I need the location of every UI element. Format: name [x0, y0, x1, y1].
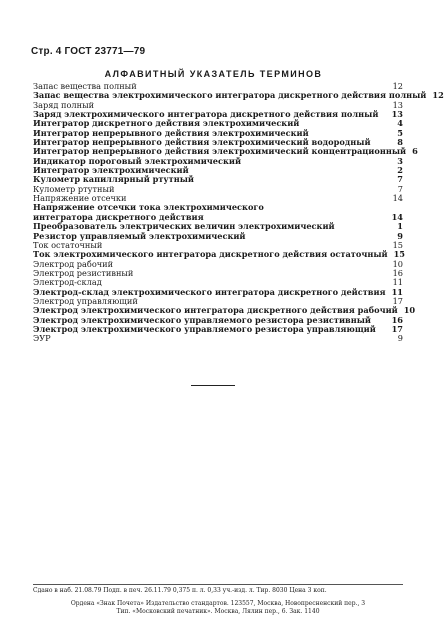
index-term: Электрод электрохимического управляемого резистора резистивный — [33, 314, 371, 325]
index-page-number: 15 — [392, 239, 403, 250]
index-page-number: 2 — [397, 165, 403, 176]
index-term: Интегратор непрерывного действия электрохимический — [33, 127, 309, 138]
printer-line-1: Ордена «Знак Почета» Издательство стандартов. 123557, Москва, Новопресненский пер., 3 — [70, 600, 366, 607]
index-term: Напряжение отсечки — [33, 193, 127, 204]
index-term: Электрод рабочий — [33, 258, 114, 269]
index-term: Резистор управляемый электрохимический — [33, 230, 246, 241]
page-header: Стр. 4 ГОСТ 23771—79 — [31, 46, 146, 57]
index-term: Запас вещества полный — [33, 81, 137, 91]
index-page-number: 13 — [392, 99, 403, 110]
index-term: Интегратор непрерывного действия электрохимический водородный — [33, 137, 371, 148]
index-term: Электрод-склад электрохимического интегратора дискретного действия — [33, 286, 386, 297]
index-term: Напряжение отсечки тока электрохимического интегратора дискретного действия — [33, 202, 264, 222]
index-page-number: 11 — [392, 277, 403, 288]
index-page-number: 15 — [393, 249, 405, 260]
index-entry — [33, 334, 403, 343]
index-term: Интегратор непрерывного действия электрохимический концентрационный — [33, 146, 407, 157]
index-page-number: 5 — [397, 127, 403, 138]
section-divider — [191, 385, 235, 386]
index-page-number: 14 — [392, 193, 403, 204]
index-page-number: 9 — [397, 333, 403, 344]
index-term: Запас вещества электрохимического интегратора дискретного действия полный — [33, 90, 427, 101]
index-term: Электрод-склад — [33, 277, 102, 288]
index-page-number: 8 — [397, 137, 403, 148]
printer-info — [33, 600, 403, 616]
terms-index-list — [33, 81, 444, 344]
index-page-number: 17 — [392, 295, 403, 306]
index-page-number: 6 — [412, 146, 418, 157]
index-term: Преобразователь электрических величин электрохимический — [33, 221, 335, 232]
index-term: Кулометр капиллярный ртутный — [33, 174, 195, 185]
index-entry — [33, 203, 403, 222]
index-title: АЛФАВИТНЫЙ УКАЗАТЕЛЬ ТЕРМИНОВ — [104, 69, 323, 79]
index-page-number: 7 — [397, 174, 403, 185]
index-term: Интегратор электрохимический — [33, 165, 189, 176]
index-term: Кулометр ртутный — [33, 183, 115, 194]
index-page-number: 9 — [397, 230, 403, 241]
index-page-number: 1 — [397, 221, 403, 232]
index-term: Заряд электрохимического интегратора дискретного действия полный — [33, 109, 379, 120]
printer-line-2: Тип. «Московский печатник». Москва, Лялин пер., 6. Зак. 1140 — [116, 608, 320, 615]
index-page-number: 14 — [391, 211, 403, 222]
index-term: Заряд полный — [33, 99, 95, 110]
index-entry — [33, 325, 403, 334]
index-page-number: 7 — [397, 183, 403, 194]
index-term: Ток остаточный — [33, 239, 103, 250]
index-term: Индикатор пороговый электрохимический — [33, 155, 242, 166]
index-page-number: 12 — [432, 90, 444, 101]
index-term: Электрод резистивный — [33, 267, 134, 278]
index-page-number: 12 — [392, 81, 403, 91]
index-page-number: 16 — [392, 267, 403, 278]
index-page-number: 11 — [391, 286, 404, 297]
index-page-number: 17 — [391, 323, 403, 334]
index-page-number: 10 — [392, 258, 403, 269]
index-term: Электрод управляющий — [33, 295, 138, 306]
index-term: Электрод электрохимического управляемого резистора управляющий — [33, 323, 376, 334]
index-page-number: 16 — [391, 314, 403, 325]
index-page-number: 10 — [403, 305, 416, 316]
imprint-line: Сдано в наб. 21.08.79 Подп. в печ. 26.11.79 0,375 п. л. 0,33 уч.-изд. л. Тир. 8030 Цена 3 коп. — [33, 587, 327, 594]
index-term: Ток электрохимического интегратора дискретного действия остаточный — [33, 249, 388, 260]
index-page-number: 4 — [397, 118, 403, 129]
footer-rule — [33, 584, 403, 585]
index-page-number: 13 — [391, 109, 403, 120]
index-page-number: 3 — [397, 155, 403, 166]
index-term: ЭУР — [33, 333, 51, 344]
index-term: Электрод электрохимического интегратора дискретного действия рабочий — [33, 305, 398, 316]
index-term: Интегратор дискретного действия электрохимический — [33, 118, 300, 129]
